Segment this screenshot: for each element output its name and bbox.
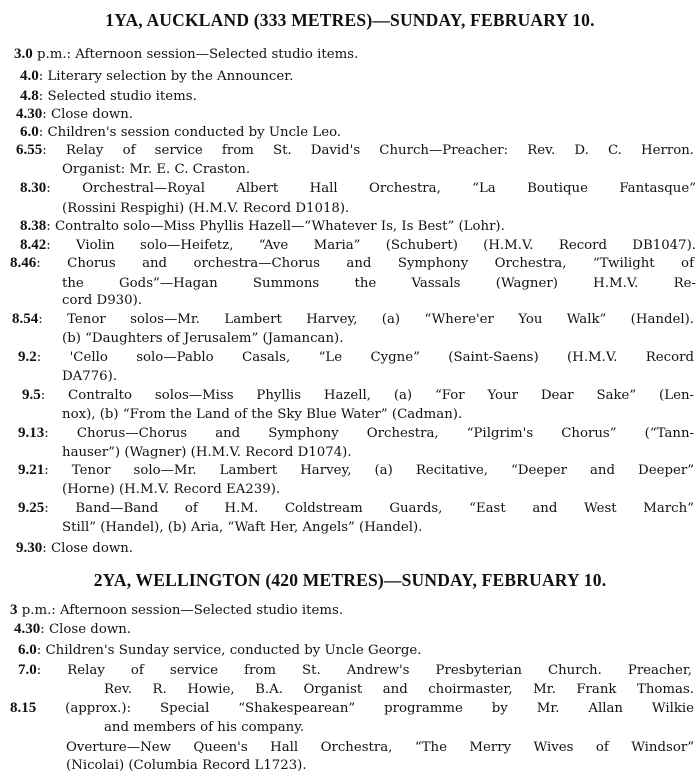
program-line (20, 218, 505, 235)
program-text: Organist: Mr. E. C. Craston. (62, 162, 251, 177)
section1-heading: 1YA, AUCKLAND (333 METRES)—SUNDAY, FEBRUARY 10. (105, 10, 595, 30)
program-text: : Children's session conducted by Uncle Leo. (38, 125, 342, 140)
program-line (62, 292, 142, 309)
program-line (14, 46, 358, 63)
program-line (20, 180, 696, 197)
program-text: Rev. R. Howie, B.A. Organist and choirmaster, Mr. Frank Thomas. (104, 682, 694, 697)
program-line (12, 311, 694, 328)
program-line (20, 88, 197, 105)
program-line (62, 444, 352, 461)
program-text: Still” (Handel), (b) Aria, “Waft Her, Angels” (Handel). (62, 520, 423, 535)
program-line (62, 330, 343, 347)
program-text: and members of his company. (104, 720, 305, 735)
program-text: : Band—Band of H.M. Coldstream Guards, “East and West March” (44, 501, 694, 516)
program-text: (Rossini Respighi) (H.M.V. Record D1018). (62, 201, 350, 216)
program-time: 6.55 (16, 142, 43, 158)
program-line (16, 106, 133, 123)
program-time: 3.0 (14, 46, 33, 62)
program-text: (Nicolai) (Columbia Record L1723). (66, 758, 307, 773)
program-time: 7.0 (18, 662, 37, 678)
program-line (16, 540, 133, 557)
program-text: : Chorus and orchestra—Chorus and Symphony Orchestra, “Twilight of (36, 256, 694, 271)
program-time: 6.0 (20, 124, 39, 140)
program-time: 3 (10, 602, 18, 618)
program-time: 9.2 (18, 349, 37, 365)
program-line (10, 700, 694, 717)
program-text: : Chorus—Chorus and Symphony Orchestra, “Pilgrim's Chorus” (“Tann- (44, 426, 694, 441)
program-line (104, 719, 304, 736)
program-line (62, 200, 349, 217)
program-text: (approx.): Special “Shakespearean” programme by Mr. Allan Wilkie (36, 701, 694, 716)
program-text: : Close down. (40, 622, 131, 637)
program-text: : Literary selection by the Announcer. (38, 69, 294, 84)
program-line (18, 500, 694, 517)
program-time: 6.0 (18, 642, 37, 658)
program-line (20, 124, 341, 141)
program-time: 8.54 (12, 311, 39, 327)
program-line (62, 519, 422, 536)
program-text: : Close down. (42, 107, 133, 122)
program-line (20, 68, 293, 85)
program-time: 9.13 (18, 425, 45, 441)
program-text: : Orchestral—Royal Albert Hall Orchestra, “La Boutique Fantasque” (46, 181, 696, 196)
program-time: 8.30 (20, 180, 47, 196)
program-text: the Gods”—Hagan Summons the Vassals (Wagner) H.M.V. Re- (62, 276, 696, 291)
program-text: : 'Cello solo—Pablo Casals, “Le Cygne” (Saint-Saens) (H.M.V. Record (36, 350, 694, 365)
program-text: : Children's Sunday service, conducted by Uncle George. (36, 643, 422, 658)
program-time: 9.5 (22, 387, 41, 403)
program-line (16, 142, 694, 159)
program-text: : Tenor solo—Mr. Lambert Harvey, (a) Recitative, “Deeper and Deeper” (44, 463, 694, 478)
program-text: : Violin solo—Heifetz, “Ave Maria” (Schubert) (H.M.V. Record DB1047). (46, 238, 696, 253)
section2-heading: 2YA, WELLINGTON (420 METRES)—SUNDAY, FEBRUARY 10. (93, 570, 607, 590)
program-line (14, 621, 131, 638)
program-text: (b) “Daughters of Jerusalem” (Jamancan). (62, 331, 344, 346)
program-line (66, 757, 307, 774)
program-line (10, 255, 694, 272)
program-line (62, 368, 117, 385)
program-line (62, 275, 696, 292)
program-time: 9.21 (18, 462, 45, 478)
program-line (66, 739, 694, 756)
program-time: 8.46 (10, 255, 37, 271)
program-line (18, 642, 421, 659)
program-line (18, 349, 694, 366)
program-time: 8.42 (20, 237, 47, 253)
program-time: 8.38 (20, 218, 47, 234)
program-time: 4.8 (20, 88, 39, 104)
program-text: : Selected studio items. (38, 89, 197, 104)
program-text: : Tenor solos—Mr. Lambert Harvey, (a) “Where'er You Walk” (Handel). (38, 312, 694, 327)
program-text: : Contralto solo—Miss Phyllis Hazell—“Whatever Is, Is Best” (Lohr). (46, 219, 505, 234)
program-time: 8.15 (10, 700, 37, 716)
program-line (18, 425, 694, 442)
program-line (22, 387, 694, 404)
program-text: : Contralto solos—Miss Phyllis Hazell, (a) “For Your Dear Sake” (Len- (40, 388, 694, 403)
program-time: 4.0 (20, 68, 39, 84)
program-line (62, 481, 280, 498)
program-time: 9.25 (18, 500, 45, 516)
program-line (20, 237, 696, 254)
program-line (104, 681, 694, 698)
program-text: DA776). (62, 369, 118, 384)
program-line (62, 406, 462, 423)
program-text: (Horne) (H.M.V. Record EA239). (62, 482, 281, 497)
program-line (62, 161, 250, 178)
program-text: cord D930). (62, 293, 143, 308)
program-text: : Relay of service from St. David's Church—Preacher: Rev. D. C. Herron. (42, 143, 694, 158)
program-text: hauser”) (Wagner) (H.M.V. Record D1074). (62, 445, 352, 460)
program-text: : Close down. (42, 541, 133, 556)
program-text: p.m.: Afternoon session—Selected studio items. (32, 47, 359, 62)
program-text: nox), (b) “From the Land of the Sky Blue Water” (Cadman). (62, 407, 463, 422)
program-line (10, 602, 343, 619)
program-time: 4.30 (16, 106, 43, 122)
program-line (18, 462, 694, 479)
program-text: p.m.: Afternoon session—Selected studio items. (17, 603, 344, 618)
program-line (18, 662, 692, 679)
program-text: : Relay of service from St. Andrew's Presbyterian Church. Preacher, (36, 663, 692, 678)
program-text: Overture—New Queen's Hall Orchestra, “The Merry Wives of Windsor” (66, 740, 694, 755)
program-time: 4.30 (14, 621, 41, 637)
program-time: 9.30 (16, 540, 43, 556)
